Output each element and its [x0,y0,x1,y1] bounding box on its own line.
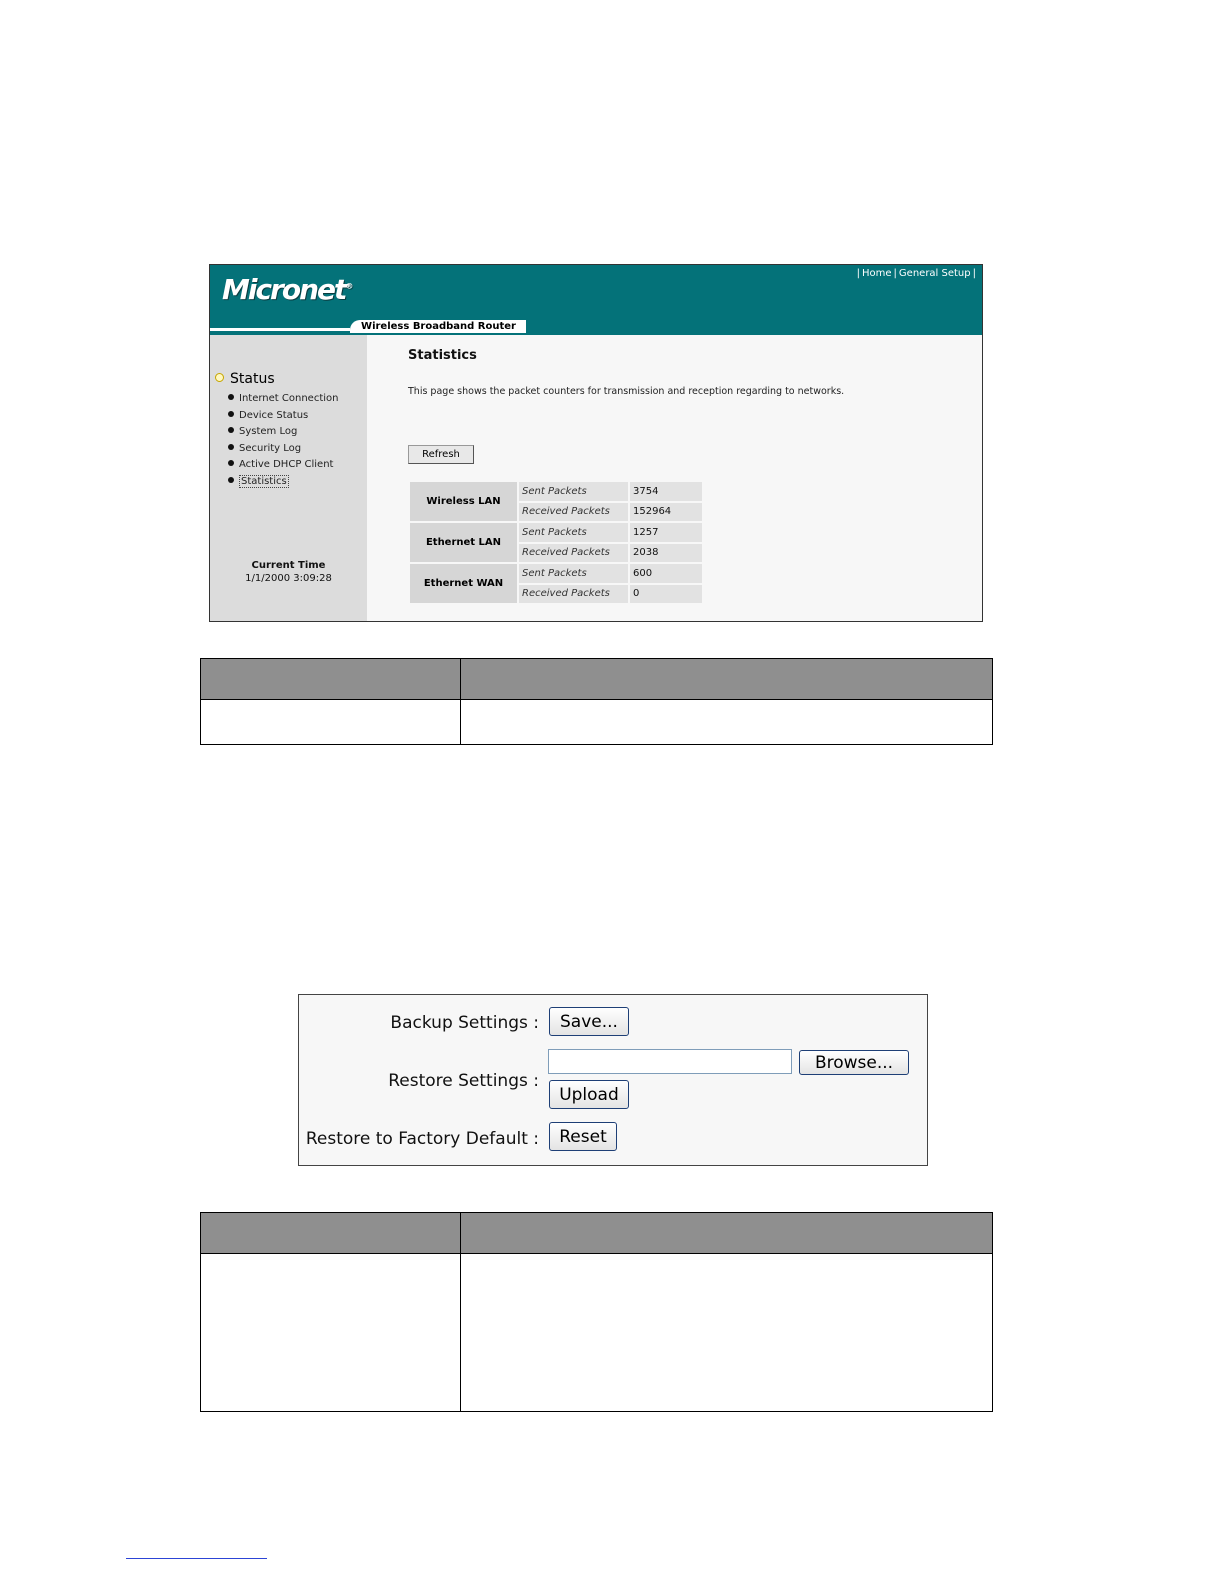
sidebar-item-label: System Log [239,426,298,437]
sidebar-item-label: Security Log [239,442,302,454]
received-packets-label: Received Packets [519,544,628,563]
table-row [201,1254,993,1412]
backup-restore-panel [298,994,928,1166]
table-cell [461,700,993,745]
group-wireless-lan: Wireless LAN [410,482,517,521]
table-cell [201,700,461,745]
sidebar-item-security-log[interactable] [228,441,338,458]
received-packets-value: 152964 [630,503,702,522]
logo-underline [210,328,350,331]
bullet-icon [228,411,234,417]
table-cell [201,1254,461,1412]
received-packets-value: 2038 [630,544,702,563]
sidebar-item-label: Device Status [239,409,309,421]
page-description: This page shows the packet counters for transmission and reception regarding to networks. [408,386,845,397]
page-title: Statistics [408,348,477,363]
sidebar-item-label: Statistics [241,475,287,487]
sent-packets-label: Sent Packets [519,564,628,583]
table-row [410,482,702,501]
save-button[interactable]: Save... [549,1007,629,1036]
group-ethernet-wan: Ethernet WAN [410,564,517,603]
header-cell [201,1213,461,1254]
sidebar-item-internet-connection[interactable] [228,391,338,408]
separator: | [856,268,861,279]
sidebar-item-label: Internet Connection [239,393,339,404]
router-screenshot [209,264,983,622]
brand-name: Micronet [222,273,346,306]
current-time-value: 1/1/2000 3:09:28 [245,573,332,584]
micronet-logo [222,273,353,306]
table-header-row [201,1213,993,1254]
sent-packets-label: Sent Packets [519,523,628,542]
bullet-icon [228,477,234,483]
restore-settings-label: Restore Settings : [388,1071,539,1091]
general-setup-link[interactable]: General Setup [898,268,971,279]
table-row [201,700,993,745]
sent-packets-value: 1257 [630,523,702,542]
received-packets-label: Received Packets [519,503,628,522]
sent-packets-value: 600 [630,564,702,583]
sidebar-item-label: Active DHCP Client [239,459,334,470]
parameter-table-statistics [200,658,993,745]
header-banner [210,265,982,335]
refresh-button[interactable]: Refresh [408,445,474,464]
table-header-row [201,659,993,700]
sidebar-item-system-log[interactable] [228,424,338,441]
table-row [410,523,702,542]
bullet-icon [228,444,234,450]
current-time-label: Current Time [251,560,326,571]
bullet-icon [228,427,234,433]
statistics-table [408,480,704,605]
sent-packets-label: Sent Packets [519,482,628,501]
sent-packets-value: 3754 [630,482,702,501]
sidebar [210,335,367,621]
browse-button[interactable]: Browse... [799,1050,909,1075]
bullet-icon [228,460,234,466]
status-section[interactable] [215,371,275,387]
upload-button[interactable]: Upload [549,1080,629,1109]
main-content [367,335,982,621]
registered-mark: ® [345,281,354,291]
status-circle-icon [215,373,224,382]
bullet-icon [228,394,234,400]
sidebar-item-device-status[interactable] [228,408,338,425]
status-section-label: Status [230,371,275,387]
header-cell [461,659,993,700]
restore-file-input[interactable] [548,1049,792,1074]
group-ethernet-lan: Ethernet LAN [410,523,517,562]
factory-default-label: Restore to Factory Default : [305,1129,539,1149]
current-time [210,559,367,585]
tagline-plate [350,320,526,333]
sidebar-item-statistics[interactable] [228,474,338,491]
received-packets-label: Received Packets [519,585,628,604]
status-menu [228,391,338,490]
table-row [410,564,702,583]
sidebar-item-active-dhcp-client[interactable] [228,457,338,474]
backup-settings-label: Backup Settings : [390,1013,539,1033]
top-links [855,268,978,279]
reset-button[interactable]: Reset [549,1122,617,1151]
tagline-text: Wireless Broadband Router [361,321,516,332]
received-packets-value: 0 [630,585,702,604]
separator: | [972,268,976,279]
header-cell [201,659,461,700]
table-cell [461,1254,993,1412]
home-link[interactable]: Home [862,268,892,279]
parameter-table-backup [200,1212,993,1412]
separator: | [893,268,897,279]
header-cell [461,1213,993,1254]
footer-link-underline [126,1558,267,1559]
